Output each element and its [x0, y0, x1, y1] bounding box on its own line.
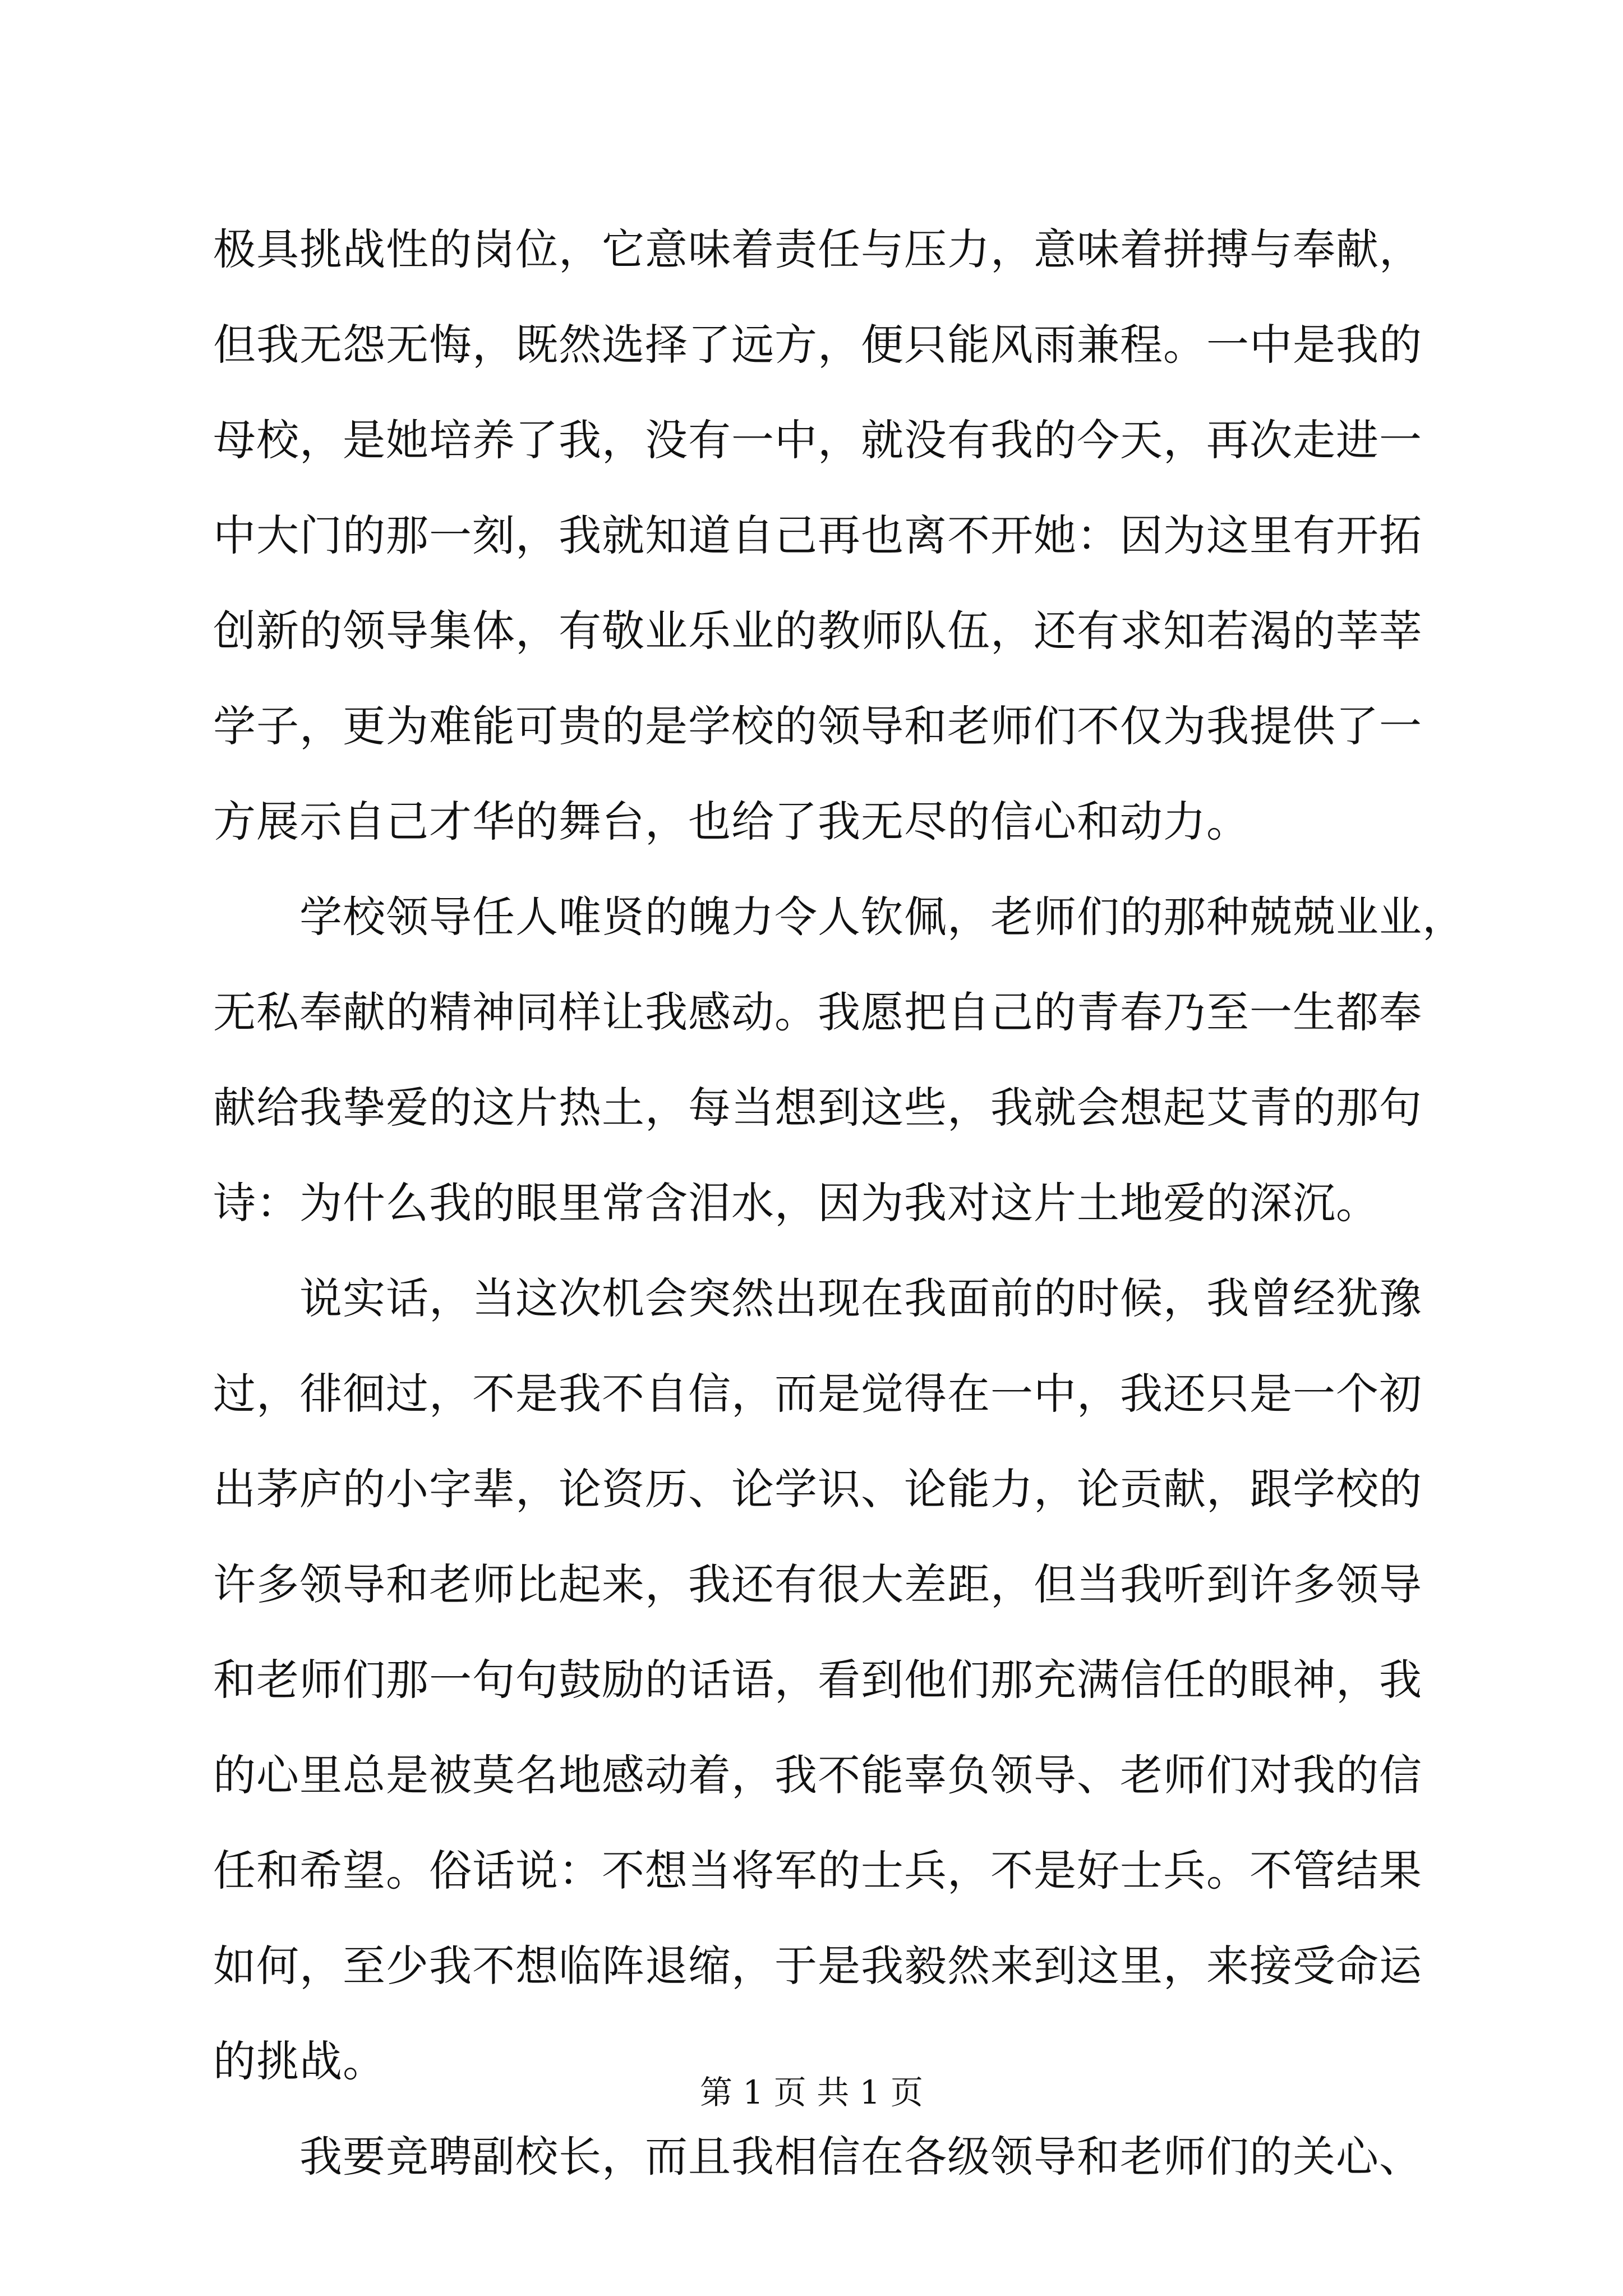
text-line: 的心里总是被莫名地感动着，我不能辜负领导、老师们对我的信 [213, 1750, 1422, 1800]
text-line: 如何，至少我不想临阵退缩，于是我毅然来到这里，来接受命运 [213, 1941, 1422, 1991]
text-line: 许多领导和老师比起来，我还有很大差距，但当我听到许多领导 [213, 1559, 1422, 1609]
paragraph-first-line: 我要竞聘副校长，而且我相信在各级领导和老师们的关心、 [299, 2132, 1422, 2182]
paragraph-first-line: 学校领导任人唯贤的魄力令人钦佩，老师们的那种兢兢业业， [299, 892, 1465, 942]
text-line: 方展示自己才华的舞台，也给了我无尽的信心和动力。 [213, 797, 1249, 846]
text-line: 诗：为什么我的眼里常含泪水，因为我对这片土地爱的深沉。 [213, 1178, 1379, 1228]
text-line: 和老师们那一句句鼓励的话语，看到他们那充满信任的眼神，我 [213, 1655, 1422, 1705]
text-line: 出茅庐的小字辈，论资历、论学识、论能力，论贡献，跟学校的 [213, 1464, 1422, 1514]
text-line: 的挑战。 [213, 2036, 386, 2086]
paragraph-first-line: 说实话，当这次机会突然出现在我面前的时候，我曾经犹豫 [299, 1273, 1422, 1323]
text-line: 中大门的那一刻，我就知道自己再也离不开她：因为这里有开拓 [213, 510, 1422, 560]
text-line: 但我无怨无悔，既然选择了远方，便只能风雨兼程。一中是我的 [213, 320, 1422, 370]
text-line: 过，徘徊过，不是我不自信，而是觉得在一中，我还只是一个初 [213, 1369, 1422, 1419]
document-body [213, 202, 1465, 2205]
text-line: 母校，是她培养了我，没有一中，就没有我的今天，再次走进一 [213, 415, 1422, 465]
text-line: 极具挑战性的岗位，它意味着责任与压力，意味着拼搏与奉献， [213, 224, 1422, 274]
page-number-footer: 第 1 页 共 1 页 [700, 2073, 923, 2111]
text-line: 创新的领导集体，有敬业乐业的教师队伍，还有求知若渴的莘莘 [213, 606, 1422, 656]
text-line: 无私奉献的精神同样让我感动。我愿把自己的青春乃至一生都奉 [213, 987, 1422, 1037]
text-line: 任和希望。俗话说：不想当将军的士兵，不是好士兵。不管结果 [213, 1846, 1422, 1895]
text-line: 献给我挚爱的这片热土，每当想到这些，我就会想起艾青的那句 [213, 1083, 1422, 1133]
text-line: 学子，更为难能可贵的是学校的领导和老师们不仅为我提供了一 [213, 701, 1422, 751]
